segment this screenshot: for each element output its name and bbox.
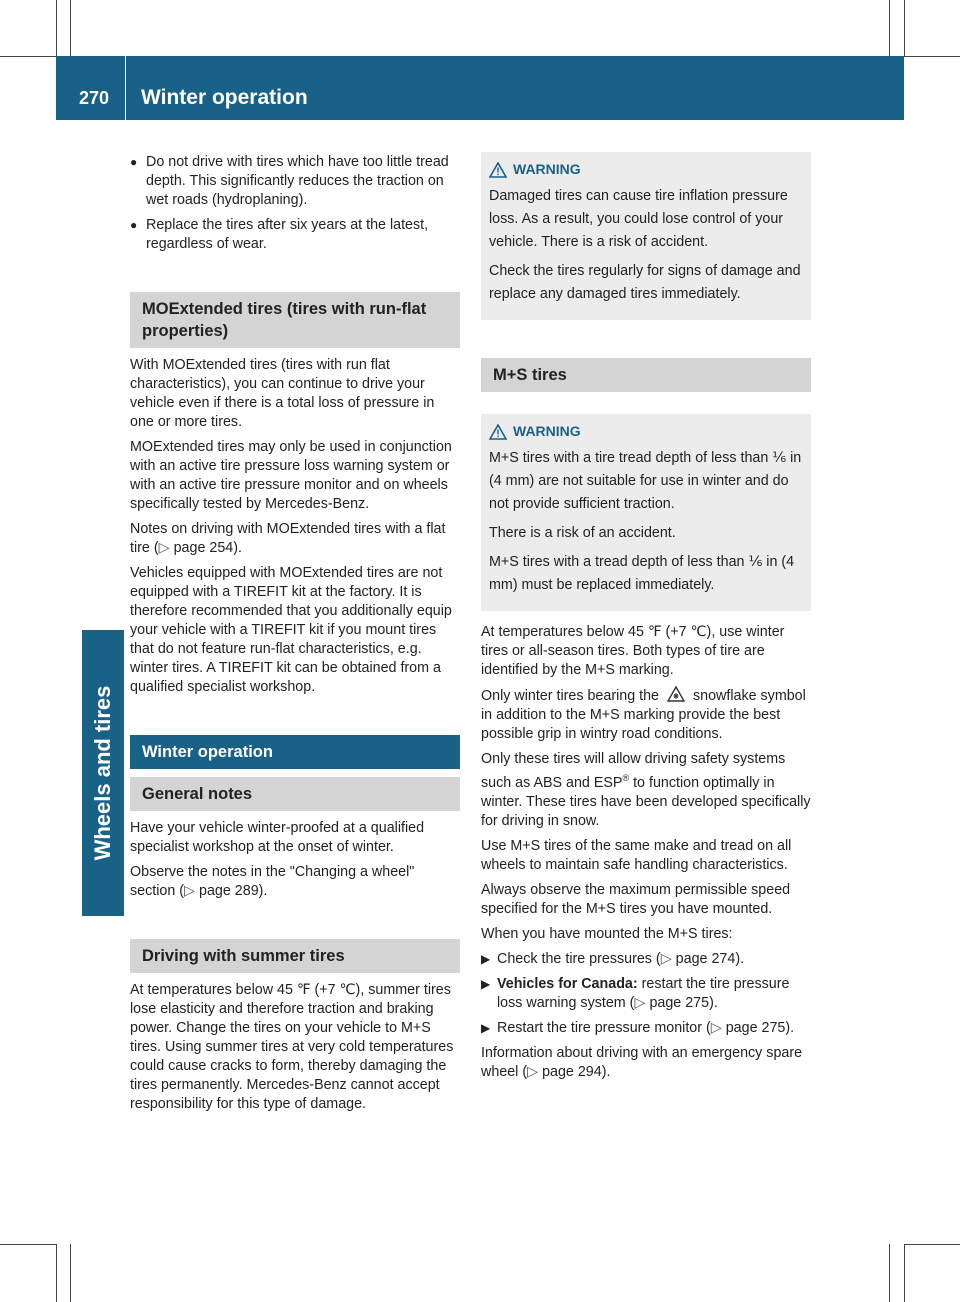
bullet-item: ● Replace the tires after six years at the latest, regardless of wear.	[130, 217, 429, 252]
paragraph: Notes on driving with MOExtended tires with a flat tire (▷ page 254).	[130, 521, 446, 556]
paragraph: MOExtended tires may only be used in conjunction with an active tire pressure loss warning system or with an active tire pressure monitor and on wheels specifically tested by Mercedes-Benz.	[130, 439, 452, 512]
step-item: ▶ Restart the tire pressure monitor (▷ page 275).	[481, 1019, 795, 1036]
left-column	[130, 153, 460, 1120]
section-heading-winter: Winter operation	[130, 735, 460, 769]
paragraph: Information about driving with an emergency spare wheel (▷ page 294).	[481, 1044, 803, 1080]
page-link[interactable]: page 275	[725, 1019, 786, 1036]
step-item: ▶ Vehicles for Canada: restart the tire pressure loss warning system (▷ page 275).	[481, 975, 790, 1011]
warning-box	[481, 152, 811, 320]
paragraph: Always observe the maximum permissible speed specified for the M+S tires you have mounted.	[481, 881, 791, 917]
warning-icon	[489, 424, 507, 440]
warning-box	[481, 414, 811, 611]
chapter-tab-label: Wheels and tires	[90, 685, 115, 861]
page-link[interactable]: page 254	[173, 540, 234, 556]
snowflake-mountain-icon	[667, 686, 685, 702]
crop-mark	[56, 0, 57, 56]
page-ref-icon: ▷	[710, 1019, 722, 1036]
crop-mark	[889, 0, 890, 56]
paragraph: When you have mounted the M+S tires:	[481, 925, 733, 942]
step-arrow-icon: ▶	[481, 976, 491, 991]
header-divider	[125, 56, 126, 120]
paragraph: Use M+S tires of the same make and tread on all wheels to maintain safe handling characteristics.	[481, 837, 792, 873]
paragraph: Check the tires regularly for signs of damage and replace any damaged tires immediately.	[489, 263, 801, 302]
paragraph: Only these tires will allow driving safety systems such as ABS and ESP® to function optimally in winter. These tires have been developed specifically for driving in snow.	[481, 751, 811, 829]
paragraph: Damaged tires can cause tire inflation pressure loss. As a result, you could lose control of your vehicle. There is a risk of accident.	[489, 188, 788, 250]
page-ref-icon: ▷	[527, 1063, 539, 1080]
crop-mark	[904, 56, 960, 57]
paragraph: With MOExtended tires (tires with run flat characteristics), you can continue to drive your vehicle even if there is a total loss of pressure in one or more tires.	[130, 357, 435, 430]
page-link[interactable]: page 274	[675, 950, 736, 967]
crop-mark	[904, 1244, 960, 1245]
page-ref-icon: ▷	[660, 950, 672, 967]
crop-mark	[889, 1244, 890, 1302]
section-heading-general: General notes	[130, 777, 460, 811]
crop-mark	[70, 0, 71, 56]
crop-mark	[70, 1244, 71, 1302]
bullet-icon: ●	[130, 218, 138, 232]
step-item: ▶ Check the tire pressures (▷ page 274).	[481, 950, 745, 967]
warning-label: WARNING	[513, 161, 581, 177]
page-title: Winter operation	[141, 86, 308, 109]
paragraph: Have your vehicle winter-proofed at a qualified specialist workshop at the onset of winter.	[130, 820, 425, 855]
bullet-icon: ●	[130, 155, 138, 169]
step-arrow-icon: ▶	[481, 1020, 491, 1035]
crop-mark	[0, 1244, 56, 1245]
paragraph: Observe the notes in the "Changing a wheel" section (▷ page 289).	[130, 864, 415, 899]
crop-mark	[56, 1244, 57, 1302]
page-link[interactable]: page 289	[199, 883, 259, 899]
crop-mark	[904, 1244, 905, 1302]
page-ref-icon: ▷	[158, 540, 170, 556]
crop-mark	[0, 56, 56, 57]
step-arrow-icon: ▶	[481, 951, 491, 966]
page-ref-icon: ▷	[634, 994, 646, 1011]
page-number: 270	[79, 88, 110, 108]
paragraph: M+S tires with a tread depth of less than ⅙ in (4 mm) must be replaced immediately.	[489, 554, 795, 593]
paragraph: At temperatures below 45 ℉ (+7 ℃), summer tires lose elasticity and therefore traction and braking power. Change the tires on your vehicle to M+S tires. Using summer tires at very cold temperatures could cause cracks to form, thereby damaging the tires permanently. Mercedes-Benz cannot accept responsibility for this type of damage.	[130, 982, 454, 1112]
paragraph: Only winter tires bearing the snowflake symbol in addition to the M+S marking provide the best possible grip in wintry road conditions.	[481, 688, 806, 742]
warning-icon	[489, 162, 507, 178]
section-heading-ms-tires: M+S tires	[481, 358, 811, 392]
section-heading-summer: Driving with summer tires	[130, 939, 460, 973]
paragraph: M+S tires with a tire tread depth of less than ⅙ in (4 mm) are not suitable for use in winter and do not provide sufficient traction.	[489, 450, 802, 512]
paragraph: At temperatures below 45 ℉ (+7 ℃), use winter tires or all-season tires. Both types of tire are identified by the M+S marking.	[481, 624, 785, 678]
crop-mark	[904, 0, 905, 56]
paragraph: There is a risk of an accident.	[489, 525, 676, 541]
warning-label: WARNING	[513, 423, 581, 439]
page-link[interactable]: page 294	[542, 1063, 602, 1080]
page-link[interactable]: page 275	[649, 994, 710, 1011]
bullet-item: ● Do not drive with tires which have too little tread depth. This significantly reduces the traction on wet roads (hydroplaning).	[130, 154, 449, 208]
right-column	[481, 152, 811, 1088]
page-ref-icon: ▷	[184, 883, 196, 899]
section-heading-moextended: MOExtended tires (tires with run-flat properties)	[130, 292, 460, 348]
paragraph: Vehicles equipped with MOExtended tires are not equipped with a TIREFIT kit at the factory. It is therefore recommended that you additionally equip your vehicle with a TIREFIT kit if you mount tires that do not feature run-flat characteristics, e.g. winter tires. A TIREFIT kit can be obtained from a qualified specialist workshop.	[130, 565, 452, 695]
